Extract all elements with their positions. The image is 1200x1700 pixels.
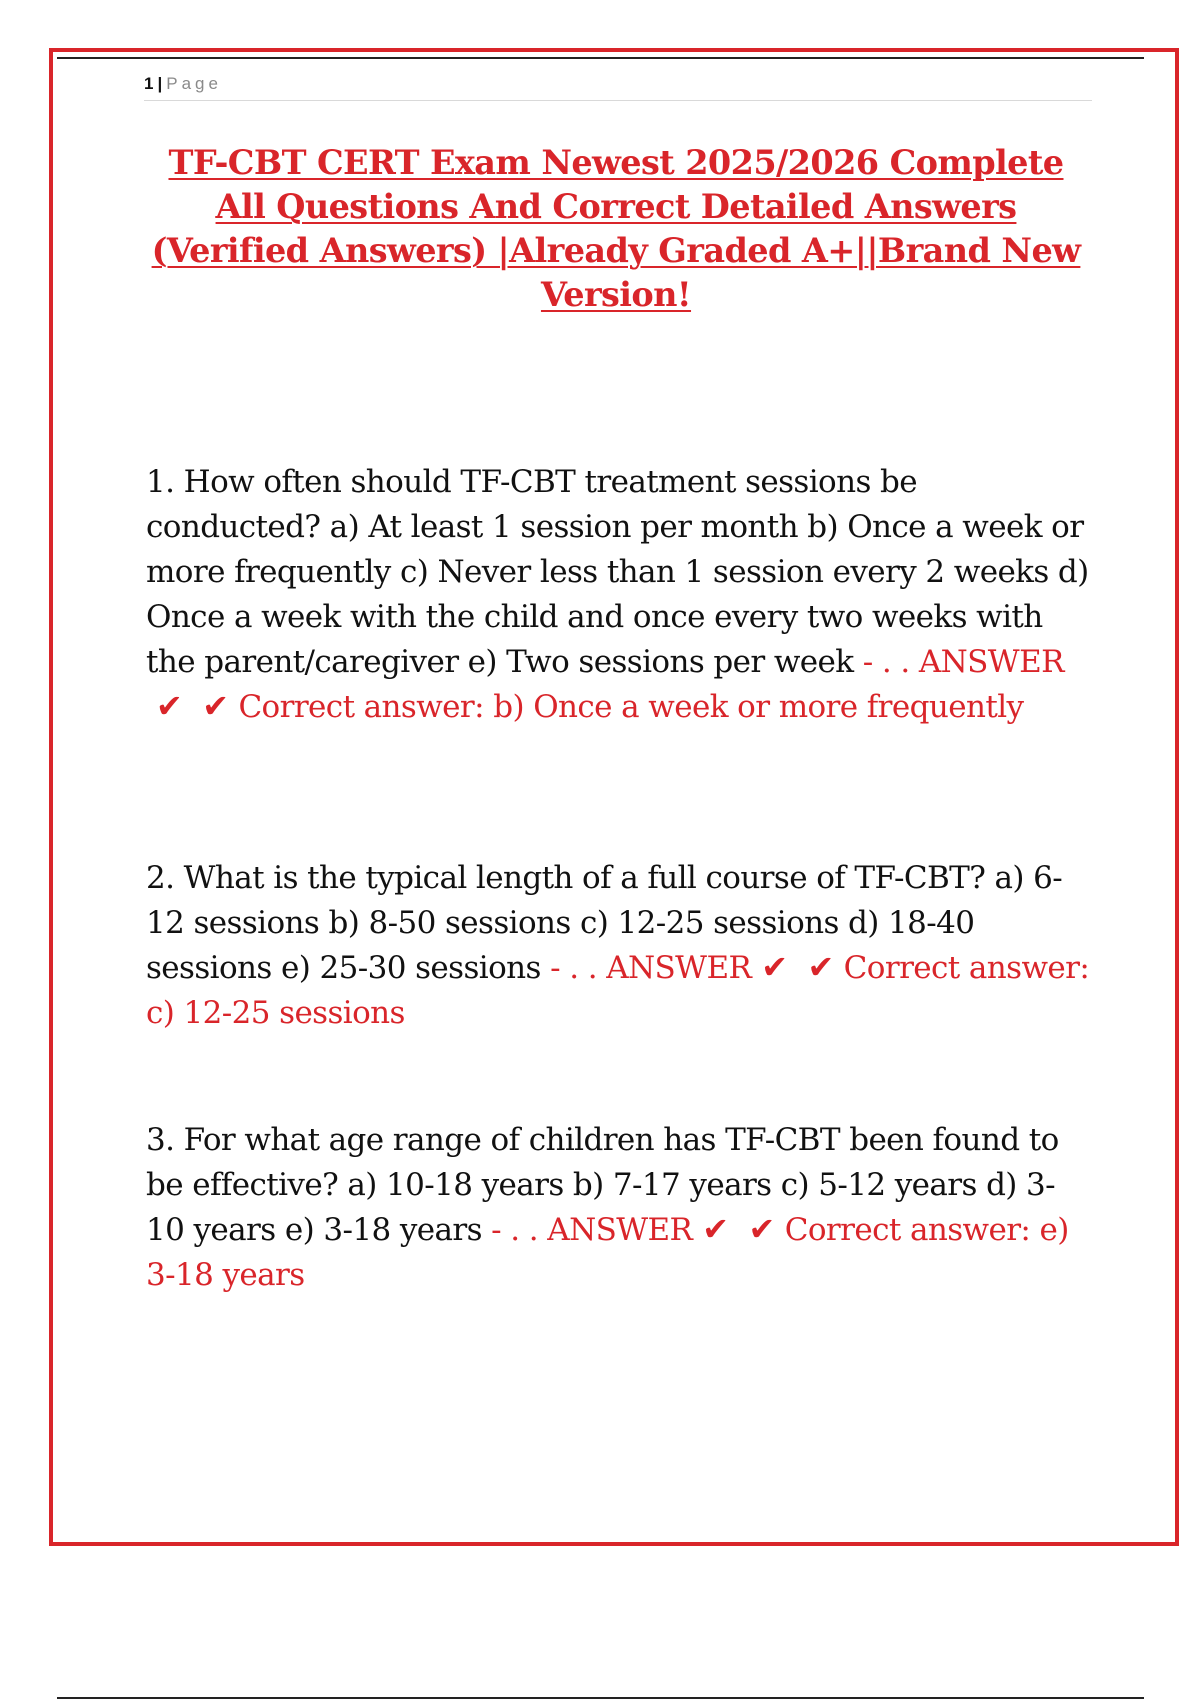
check-icon: ✔ [748, 1210, 775, 1248]
question-3 [146, 1118, 1091, 1298]
check-icon: ✔ [202, 687, 229, 725]
header-underline [144, 100, 1092, 101]
check-icon: ✔ [761, 948, 788, 986]
question-text: 3. For what age range of children has TF-CBT been found to be effective? a) 10-18 years b) 7-17 years c) 5-12 years d) 3-10 years e) 3-18 years [146, 1122, 1059, 1248]
answer-prefix: - . . ANSWER [491, 1212, 693, 1248]
page-header [144, 74, 222, 94]
correct-answer: Correct answer: e) 3-18 years [146, 1212, 1069, 1293]
page-number: 1 [144, 74, 154, 93]
answer-prefix: - . . ANSWER [862, 644, 1064, 680]
check-icon: ✔ [156, 687, 183, 725]
correct-answer: Correct answer: c) 12-25 sessions [146, 950, 1090, 1031]
answer-prefix: - . . ANSWER [550, 950, 752, 986]
correct-answer: Correct answer: b) Once a week or more frequently [238, 689, 1024, 725]
question-1 [146, 460, 1091, 730]
check-icon: ✔ [807, 948, 834, 986]
top-rule [57, 57, 1144, 59]
question-2 [146, 856, 1091, 1036]
document-title: TF-CBT CERT Exam Newest 2025/2026 Complete All Questions And Correct Detailed Answers (Verified Answers) |Already Graded A+||Brand New Version! [151, 143, 1081, 314]
question-text: 1. How often should TF-CBT treatment sessions be conducted? a) At least 1 session per month b) Once a week or more frequently c) Never less than 1 session every 2 weeks d) Once a week with the child and once every two weeks with the parent/caregiver e) Two sessions per week [146, 464, 1089, 680]
page-label: Page [166, 74, 222, 93]
check-icon: ✔ [702, 1210, 729, 1248]
page-separator: | [157, 74, 163, 93]
question-text: 2. What is the typical length of a full course of TF-CBT? a) 6-12 sessions b) 8-50 sessions c) 12-25 sessions d) 18-40 sessions e) 25-30 sessions [146, 860, 1063, 986]
bottom-rule [57, 1697, 1144, 1699]
